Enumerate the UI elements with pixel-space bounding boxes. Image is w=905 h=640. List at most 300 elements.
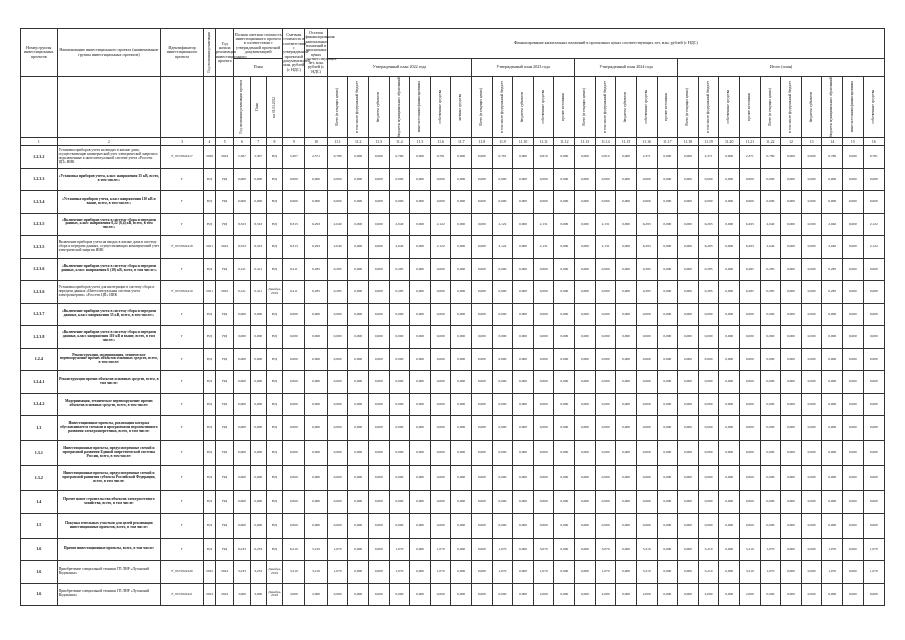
row-value: 0,000 (678, 538, 699, 561)
row-value: 0,000 (410, 303, 431, 326)
row-value: 0,000 (863, 371, 884, 394)
row-value: 0,000 (678, 583, 699, 606)
header-vert-cell (57, 77, 161, 138)
row-value: 0,000 (410, 513, 431, 538)
row-plan-date: НД (266, 258, 282, 281)
row-code: 1.2.3.2 (21, 146, 58, 169)
row-value: 2,131 (533, 213, 554, 236)
row-value: 0,285 (822, 258, 843, 281)
row-value: 0,000 (595, 326, 616, 349)
column-number: 11.20 (719, 138, 740, 146)
column-number: 11.3 (369, 138, 390, 146)
row-value: 0,000 (554, 348, 575, 371)
row-plan-value: 0,000 (250, 466, 266, 491)
row-value: 0,000 (719, 371, 740, 394)
row-year-start: НД (216, 491, 234, 514)
row-year-start: НД (216, 191, 234, 214)
row-year-end: НД (203, 393, 215, 416)
row-value: 0,000 (327, 326, 348, 349)
row-value: 0,000 (801, 281, 822, 304)
row-year-start: НД (216, 326, 234, 349)
row-value: 1,070 (327, 538, 348, 561)
row-value: 0,000 (822, 416, 843, 441)
row-value: 6,293 (739, 236, 760, 259)
header-vert-cell (305, 77, 327, 138)
row-value: 0,000 (719, 583, 740, 606)
row-value: 0,000 (513, 491, 534, 514)
row-value: 0,000 (451, 371, 472, 394)
row-plan-value: 0,000 (234, 441, 250, 466)
row-value: 0,000 (863, 168, 884, 191)
row-value: 1,070 (822, 561, 843, 584)
row-value: 0,000 (801, 348, 822, 371)
row-value: 0,000 (739, 326, 760, 349)
row-value: 0,000 (554, 191, 575, 214)
row-value: 0,000 (616, 303, 637, 326)
row-plan-date: НД (266, 416, 282, 441)
row-value: 0,000 (822, 491, 843, 514)
row-value: 0,000 (430, 441, 451, 466)
row-value: 0,000 (760, 583, 781, 606)
row-value: 0,000 (575, 371, 596, 394)
row-fin-left: 5,210 (305, 538, 327, 561)
row-plan-value: 0,000 (250, 303, 266, 326)
row-value: 0,000 (863, 393, 884, 416)
row-value: 0,000 (513, 191, 534, 214)
row-name: Приобретение специальной техники ГП ЛНР «Луганский Водоканал» (57, 561, 161, 584)
row-value: 2,131 (595, 213, 616, 236)
table-row (21, 441, 885, 466)
column-number: 11.2 (348, 138, 369, 146)
row-year-start: НД (216, 393, 234, 416)
row-fin-left: 0,000 (305, 513, 327, 538)
row-project-id: F_9572822419 (161, 281, 204, 304)
row-year-start: 2024 (216, 146, 234, 169)
row-value: 0,000 (575, 303, 596, 326)
row-value: 0,000 (801, 491, 822, 514)
column-number: 2 (57, 138, 161, 146)
row-value: 0,000 (533, 441, 554, 466)
row-year-start: 2022 (216, 281, 234, 304)
row-plan-value: 0,000 (250, 371, 266, 394)
row-plan-value: 0,000 (250, 416, 266, 441)
column-number: 15 (843, 138, 864, 146)
row-value: 0,000 (595, 491, 616, 514)
row-value: 0,000 (760, 371, 781, 394)
row-value: 0,000 (760, 348, 781, 371)
row-value: 0,000 (554, 538, 575, 561)
row-value: 0,000 (801, 236, 822, 259)
row-full-cost: 0,411 (283, 281, 305, 304)
row-value: 0,000 (554, 168, 575, 191)
row-value: 2,122 (430, 213, 451, 236)
row-value: 6,293 (636, 236, 657, 259)
row-value: 0,000 (492, 258, 513, 281)
row-value: 0,000 (616, 236, 637, 259)
row-value: 0,000 (554, 491, 575, 514)
row-value: 0,000 (698, 348, 719, 371)
row-value: 0,000 (739, 441, 760, 466)
column-number: 10 (305, 138, 327, 146)
row-value: 0,000 (822, 326, 843, 349)
row-value: 0,000 (472, 513, 493, 538)
header-project-id: Идентификатор инвестиционного проекта (161, 29, 204, 77)
header-plan: План (234, 59, 283, 77)
row-value: 0,000 (636, 491, 657, 514)
row-value: 0,000 (595, 371, 616, 394)
row-value: 0,000 (781, 466, 802, 491)
row-code: 1.4 (21, 491, 58, 514)
row-value: 0,000 (348, 393, 369, 416)
row-value: 5,210 (698, 538, 719, 561)
row-value: 0,000 (678, 213, 699, 236)
row-value: 1,070 (595, 561, 616, 584)
row-value: 0,000 (595, 441, 616, 466)
column-number: 11.14 (595, 138, 616, 146)
row-value: 0,000 (863, 326, 884, 349)
row-year-start: 2024 (216, 236, 234, 259)
row-year-start: НД (216, 303, 234, 326)
row-value: 2,040 (389, 213, 410, 236)
row-value: 5,210 (636, 538, 657, 561)
row-value: 0,000 (513, 371, 534, 394)
row-value: 0,000 (513, 538, 534, 561)
row-value: 0,000 (698, 191, 719, 214)
row-value: 1,070 (533, 561, 554, 584)
row-value: 0,000 (472, 393, 493, 416)
row-value: 0,000 (760, 326, 781, 349)
row-value: 0,000 (719, 191, 740, 214)
row-value: 0,000 (533, 281, 554, 304)
row-value: 0,000 (492, 583, 513, 606)
row-value: 0,000 (492, 513, 513, 538)
row-value: 0,000 (410, 258, 431, 281)
row-value: 0,000 (719, 491, 740, 514)
row-value: 0,000 (719, 513, 740, 538)
row-value: 0,000 (595, 191, 616, 214)
row-plan-date: НД (266, 191, 282, 214)
row-value: 0,000 (739, 416, 760, 441)
row-code: 1.6 (21, 538, 58, 561)
row-value: 0,000 (369, 393, 390, 416)
row-plan-date: НД (266, 491, 282, 514)
row-fin-left: 3,210 (305, 561, 327, 584)
row-value: 0,000 (739, 491, 760, 514)
table-row (21, 513, 885, 538)
row-plan-date: НД (266, 441, 282, 466)
row-value: 0,000 (781, 213, 802, 236)
row-value: 0,000 (389, 491, 410, 514)
row-value: 0,000 (575, 561, 596, 584)
row-value: 0,000 (739, 348, 760, 371)
row-plan-value: 0,000 (250, 168, 266, 191)
row-value: 0,000 (430, 168, 451, 191)
row-value: 0,000 (801, 583, 822, 606)
row-value: 0,000 (327, 393, 348, 416)
row-plan-value: 6,233 (234, 538, 250, 561)
row-plan-value: 0,000 (234, 348, 250, 371)
row-value: 0,000 (781, 281, 802, 304)
column-number: 11.16 (636, 138, 657, 146)
row-value: 0,000 (513, 561, 534, 584)
row-value: 0,285 (739, 281, 760, 304)
row-project-id: Г (161, 466, 204, 491)
column-number: 6 (234, 138, 250, 146)
row-fin-left: 0,285 (305, 258, 327, 281)
row-value: 0,000 (492, 326, 513, 349)
row-value: 0,000 (760, 303, 781, 326)
row-value: 2,040 (327, 213, 348, 236)
row-project-id: Г (161, 326, 204, 349)
row-value: 0,810 (595, 146, 616, 169)
row-value: 0,000 (327, 441, 348, 466)
row-value: 2,122 (492, 213, 513, 236)
row-plan-value: 3,000 (250, 583, 266, 606)
row-value: 0,000 (863, 258, 884, 281)
column-number: 11.22 (760, 138, 781, 146)
row-value: 0,000 (719, 258, 740, 281)
row-value: 0,000 (843, 191, 864, 214)
row-value: 0,000 (348, 303, 369, 326)
row-value: 0,000 (657, 371, 678, 394)
header-vert-cell: собственные средства (636, 77, 657, 138)
row-name: Модернизация, техническое перевооружение прочих объектов основных средств, всего, в том числе: (57, 393, 161, 416)
row-value: 0,000 (801, 513, 822, 538)
row-value: 0,000 (410, 583, 431, 606)
row-value: 0,000 (554, 371, 575, 394)
row-value: 1,070 (430, 561, 451, 584)
row-value: 2,371 (636, 146, 657, 169)
row-value: 0,000 (472, 416, 493, 441)
row-year-end: НД (203, 303, 215, 326)
row-value: 0,000 (554, 583, 575, 606)
row-year-end: НД (203, 348, 215, 371)
row-name: Установка приборов учета для интеграции в систему сбора и передачи данных «Интеллектуальная система учета электроэнергии» «Россети ЦП» ИИК (57, 281, 161, 304)
row-value: 0,000 (410, 491, 431, 514)
row-value: 0,000 (472, 168, 493, 191)
row-value: 0,000 (533, 191, 554, 214)
row-value: 0,000 (636, 303, 657, 326)
row-project-id: Г (161, 393, 204, 416)
row-value: 0,000 (575, 236, 596, 259)
row-value: 0,000 (843, 258, 864, 281)
row-value: 0,000 (410, 416, 431, 441)
row-value: 0,000 (451, 583, 472, 606)
row-value: 0,000 (369, 583, 390, 606)
row-value: 0,000 (657, 348, 678, 371)
row-value: 0,000 (657, 466, 678, 491)
header-year-start: Год начала реализации инвестиционного проекта (216, 29, 234, 77)
row-value: 0,285 (739, 258, 760, 281)
row-value: 0,000 (863, 583, 884, 606)
row-project-id: Г (161, 371, 204, 394)
row-code: 1.2.3.3 (21, 168, 58, 191)
row-value: 0,000 (657, 191, 678, 214)
row-value: 1,070 (760, 538, 781, 561)
row-value: 0,000 (430, 258, 451, 281)
row-code: 1.2.3.4 (21, 191, 58, 214)
row-plan-value: 0,000 (234, 393, 250, 416)
row-value: 0,000 (781, 326, 802, 349)
row-value: 0,000 (575, 326, 596, 349)
column-number: 7 (250, 138, 266, 146)
row-plan-value: 8,323 (234, 213, 250, 236)
header-vert-cell: собственные средства (719, 77, 740, 138)
row-value: 0,000 (410, 326, 431, 349)
row-value: 0,000 (698, 168, 719, 191)
row-value: 0,000 (451, 348, 472, 371)
row-code: 1.3.1 (21, 441, 58, 466)
row-value: 0,000 (760, 393, 781, 416)
row-value: 0,000 (348, 146, 369, 169)
row-value: 0,000 (719, 561, 740, 584)
row-value: 0,000 (822, 393, 843, 416)
row-value: 0,000 (369, 146, 390, 169)
row-plan-value: 0,000 (234, 168, 250, 191)
row-value: 0,000 (863, 513, 884, 538)
row-value: 0,000 (348, 513, 369, 538)
row-value: 0,000 (575, 466, 596, 491)
row-plan-value: 3,233 (250, 561, 266, 584)
row-value: 0,000 (492, 393, 513, 416)
row-value: 2,040 (760, 213, 781, 236)
row-value: 0,000 (513, 281, 534, 304)
header-year-2024: Утвержденный план 2024 года (575, 59, 678, 77)
row-value: 0,000 (595, 258, 616, 281)
row-value: 2,040 (822, 213, 843, 236)
row-year-end: 2021 (203, 236, 215, 259)
row-value: 0,000 (595, 281, 616, 304)
column-number: 11.6 (430, 138, 451, 146)
row-year-start: НД (216, 213, 234, 236)
row-value: 0,000 (492, 466, 513, 491)
row-value: 0,000 (430, 191, 451, 214)
row-value: 0,000 (369, 258, 390, 281)
row-year-start: 2024 (216, 583, 234, 606)
row-value: 0,000 (327, 491, 348, 514)
header-project-name: Наименование инвестиционного проекта (наименование группы инвестиционных проектов) (57, 29, 161, 77)
header-vert-cell (161, 77, 204, 138)
row-value: 0,000 (678, 146, 699, 169)
row-project-id: F_9572922421 (161, 583, 204, 606)
row-value: 0,000 (616, 213, 637, 236)
table-row (21, 303, 885, 326)
row-code: 1.6 (21, 583, 58, 606)
row-value: 0,000 (575, 393, 596, 416)
row-year-start: НД (216, 258, 234, 281)
row-full-cost: 8,313 (283, 213, 305, 236)
row-value: 0,000 (451, 281, 472, 304)
row-value: 0,000 (801, 146, 822, 169)
row-year-end: НД (203, 416, 215, 441)
header-vert-cell: в том числе федеральный бюджет (595, 77, 616, 138)
row-value: 0,000 (739, 191, 760, 214)
row-value: 1,070 (430, 538, 451, 561)
header-year-2022: Утвержденный план 2022 года (327, 59, 471, 77)
row-value: 0,000 (760, 191, 781, 214)
row-value: 0,000 (348, 466, 369, 491)
row-value: 0,000 (616, 466, 637, 491)
row-value: 2,040 (389, 236, 410, 259)
header-vert-cell: Всего (в текущих ценах) (760, 77, 781, 138)
row-value: 0,000 (513, 583, 534, 606)
row-value: 2,000 (636, 583, 657, 606)
row-value: 0,000 (554, 441, 575, 466)
row-value: 0,000 (369, 466, 390, 491)
row-value: 0,000 (451, 168, 472, 191)
row-value: 0,000 (822, 441, 843, 466)
header-vert-cell: бюджеты муниципальных образований (822, 77, 843, 138)
row-value: 0,000 (843, 583, 864, 606)
row-value: 1,070 (389, 538, 410, 561)
row-value: 0,000 (472, 213, 493, 236)
row-value: 2,122 (430, 236, 451, 259)
row-value: 2,040 (822, 236, 843, 259)
row-value: 0,000 (678, 491, 699, 514)
row-value: 0,000 (843, 393, 864, 416)
row-value: 0,000 (348, 326, 369, 349)
row-value: 0,000 (575, 583, 596, 606)
header-vert-cell: Всего (в текущих ценах) (472, 77, 493, 138)
header-vert-cell: План (250, 77, 266, 138)
row-full-cost: 0,000 (283, 491, 305, 514)
row-year-end: НД (203, 371, 215, 394)
row-plan-value: 0,000 (250, 491, 266, 514)
row-full-cost: 5,207 (283, 146, 305, 169)
header-vert-cell: Всего (в текущих ценах) (327, 77, 348, 138)
row-value: 0,000 (657, 236, 678, 259)
row-project-id: Г (161, 538, 204, 561)
row-value: 0,000 (616, 191, 637, 214)
row-value: 0,000 (739, 371, 760, 394)
row-value: 0,000 (616, 561, 637, 584)
row-value: 0,000 (492, 348, 513, 371)
row-value: 0,000 (616, 258, 637, 281)
column-number: 3 (161, 138, 204, 146)
row-value: 0,000 (636, 513, 657, 538)
row-value: 0,000 (369, 191, 390, 214)
row-value: 0,000 (451, 538, 472, 561)
row-value: 6,293 (739, 213, 760, 236)
row-value: 0,000 (575, 146, 596, 169)
header-vert-cell: собственные средства (863, 77, 884, 138)
row-value: 0,000 (616, 348, 637, 371)
row-value: 0,000 (801, 441, 822, 466)
row-value: 0,000 (492, 281, 513, 304)
row-plan-value: 0,000 (250, 326, 266, 349)
row-value: 0,000 (389, 441, 410, 466)
row-value: 0,000 (327, 583, 348, 606)
row-value: 6,293 (698, 213, 719, 236)
row-code: 1.2.3.5 (21, 213, 58, 236)
row-value: 0,000 (781, 491, 802, 514)
header-vert-cell (21, 77, 58, 138)
row-full-cost: 0,000 (283, 466, 305, 491)
row-code: 1.2.4.1 (21, 371, 58, 394)
row-year-end: НД (203, 213, 215, 236)
row-value: 0,000 (657, 281, 678, 304)
row-value: 1,070 (760, 561, 781, 584)
row-value: 0,000 (657, 513, 678, 538)
row-year-end: НД (203, 168, 215, 191)
row-value: 1,070 (389, 561, 410, 584)
row-value: 0,000 (719, 416, 740, 441)
column-number: 11.17 (657, 138, 678, 146)
row-value: 0,000 (616, 168, 637, 191)
row-fin-left: 0,000 (305, 168, 327, 191)
row-value: 0,000 (472, 583, 493, 606)
row-full-cost: 3,210 (283, 561, 305, 584)
